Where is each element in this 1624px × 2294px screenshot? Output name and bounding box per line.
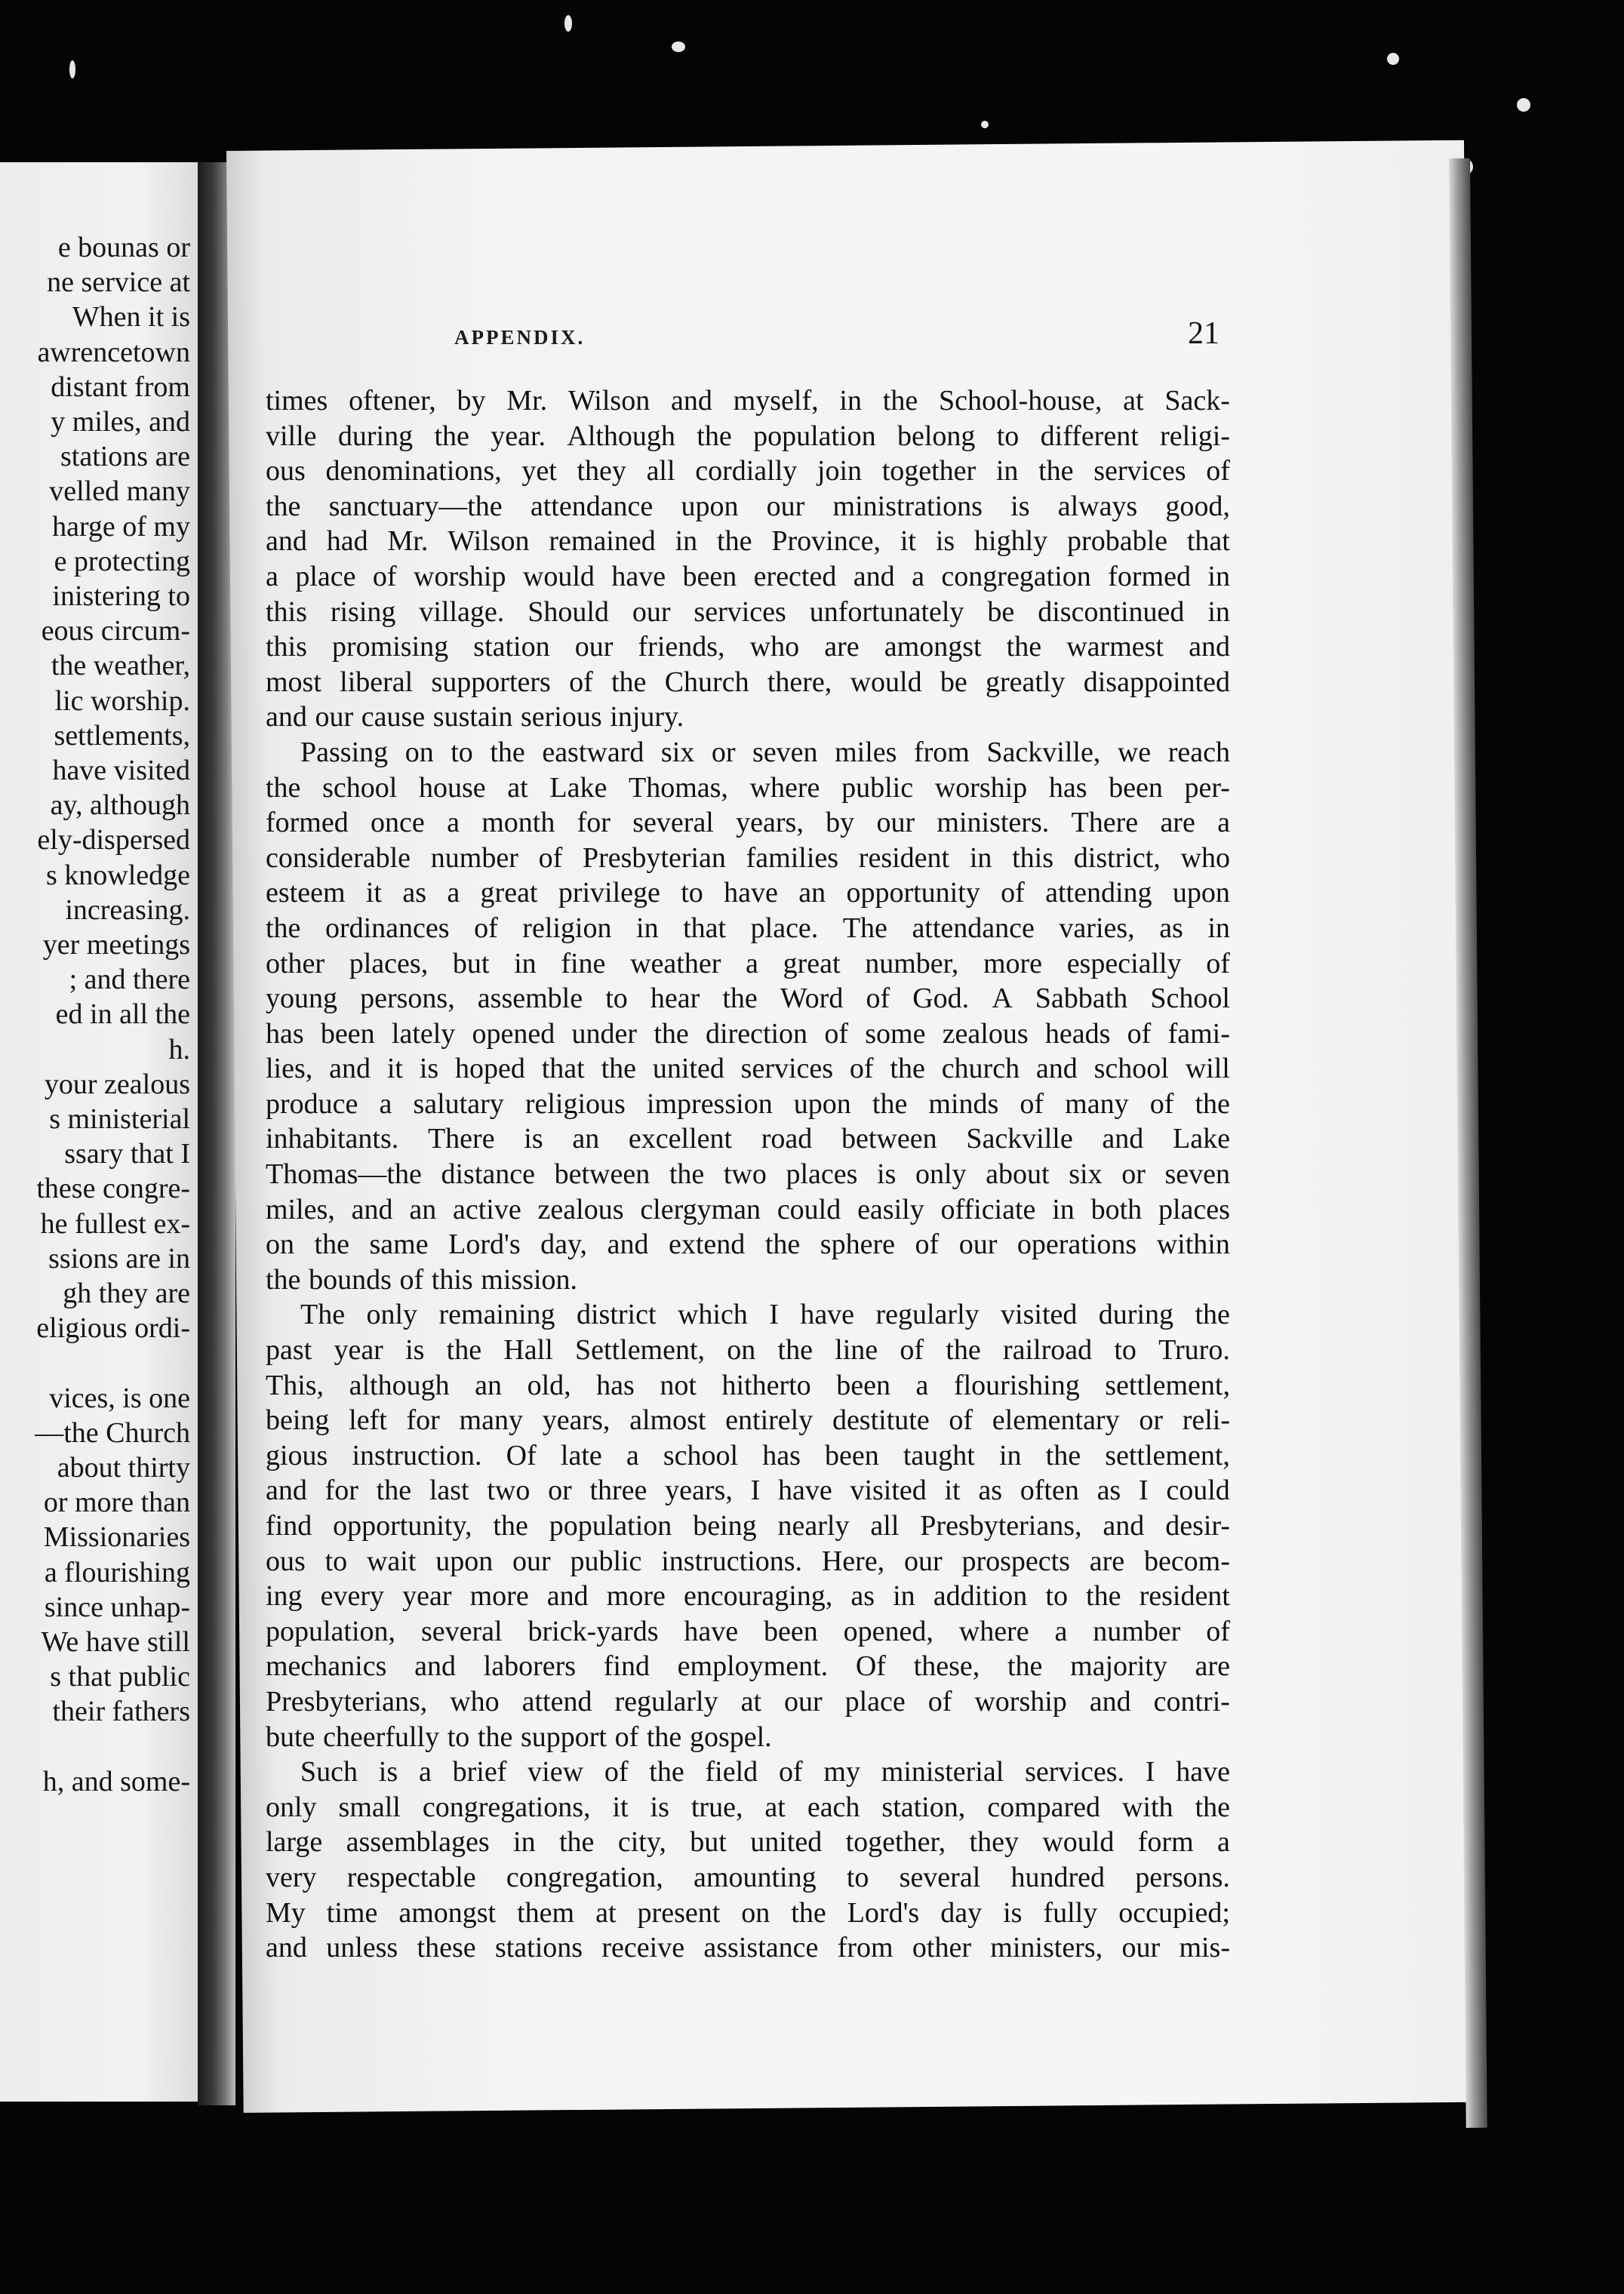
text-line: miles, and an active zealous clergyman could easily officiate in both places [266,1193,1230,1225]
left-page-line: awrencetown [37,336,190,368]
text-line: the ordinances of religion in that place. The attendance varies, as in [266,912,1230,944]
text-line: large assemblages in the city, but united together, they would form a [266,1826,1230,1859]
scan-speck [1387,53,1399,65]
left-page-line: settlements, [54,719,190,752]
left-page-line: distant from [51,371,190,403]
text-line: the school house at Lake Thomas, where public worship has been per- [266,771,1230,804]
text-line: and unless these stations receive assistance from other ministers, our mis- [266,1932,1230,1964]
text-line: considerable number of Presbyterian families resident in this district, who [266,841,1230,874]
left-page-line: —the Church [35,1416,190,1449]
left-page-line: eligious ordi- [36,1312,190,1345]
text-line: ous to wait upon our public instructions. Here, our prospects are becom- [266,1545,1230,1577]
text-line: bute cheerfully to the support of the gospel. [266,1720,772,1753]
text-line: ville during the year. Although the population belong to different religi- [266,420,1230,452]
left-page-line: inistering to [52,580,190,612]
left-page-line: increasing. [65,893,190,926]
left-page-line: h, and some- [42,1765,190,1797]
scan-speck [981,121,989,128]
left-page-line: s ministerial [49,1103,190,1135]
text-line: has been lately opened under the direction of some zealous heads of fami- [266,1017,1230,1050]
text-line: and had Mr. Wilson remained in the Province, it is highly probable that [266,525,1230,558]
left-page-line: y miles, and [51,406,190,438]
left-page-line: Missionaries [43,1521,190,1554]
left-page-line: have visited [52,755,190,786]
text-line: My time amongst them at present on the Lord's day is fully occupied; [266,1896,1230,1929]
left-page-line: s that public [50,1661,190,1693]
running-head: APPENDIX. [454,326,586,349]
text-line: gious instruction. Of late a school has been taught in the settlement, [266,1439,1230,1471]
left-page-line: a flourishing [44,1556,190,1588]
left-page-line: harge of my [52,510,190,543]
text-line: lies, and it is hoped that the united services of the church and school will [266,1053,1230,1085]
left-page-line: ay, although [50,789,190,822]
text-line: Presbyterians, who attend regularly at our place of worship and contri- [266,1685,1230,1717]
text-line: mechanics and laborers find employment. Of these, the majority are [266,1650,1230,1683]
text-line: very respectable congregation, amounting to several hundred persons. [266,1861,1230,1893]
left-page-line: or more than [43,1487,190,1519]
left-page-line: your zealous [44,1068,190,1100]
text-line: past year is the Hall Settlement, on the line of the railroad to Truro. [266,1334,1230,1367]
left-page-line: stations are [60,441,190,473]
left-page-line: yer meetings [42,929,190,961]
text-line: The only remaining district which I have regularly visited during the [300,1299,1230,1331]
scan-speck [1517,98,1530,112]
text-line: and our cause sustain serious injury. [266,701,684,733]
text-line: esteem it as a great privilege to have an opportunity of attending upon [266,877,1230,909]
left-page-line: eous circum- [41,615,190,647]
text-line: Such is a brief view of the field of my ministerial services. I have [300,1756,1230,1788]
left-page-line: ed in all the [55,998,190,1031]
text-line: the sanctuary—the attendance upon our ministrations is always good, [266,490,1230,522]
scan-speck [564,15,572,32]
text-line: and for the last two or three years, I have visited it as often as I could [266,1474,1230,1507]
left-page-line: he fullest ex- [40,1207,190,1240]
left-page-line: e bounas or [57,232,190,263]
text-line: produce a salutary religious impression upon the minds of many of the [266,1087,1230,1120]
text-line: This, although an old, has not hitherto been a flourishing settlement, [266,1369,1230,1401]
left-page-line: ely-dispersed [37,824,190,856]
body-text [266,383,1230,1966]
left-page-line: ne service at [47,266,190,299]
text-line: ing every year more and more encouraging, as in addition to the resident [266,1580,1230,1613]
left-page-line: these congre- [36,1173,190,1205]
left-page-line: vices, is one [49,1382,190,1414]
text-line: inhabitants. There is an excellent road between Sackville and Lake [266,1123,1230,1155]
left-facing-page [0,162,198,2102]
text-line: other places, but in fine weather a great number, more especially of [266,947,1230,979]
left-page-line: since unhap- [44,1591,190,1623]
text-line: young persons, assemble to hear the Word of God. A Sabbath School [266,982,1230,1015]
text-line: Passing on to the eastward six or seven miles from Sackville, we reach [300,736,1230,768]
left-page-line: lic worship. [54,684,190,717]
text-line: most liberal supporters of the Church there, would be greatly disappointed [266,666,1230,698]
left-page-line: s knowledge [45,859,190,891]
left-page-line: We have still [41,1626,190,1658]
text-line: population, several brick-yards have been opened, where a number of [266,1615,1230,1647]
left-page-line: about thirty [57,1452,190,1484]
left-page-line: ssions are in [48,1242,190,1275]
text-line: only small congregations, it is true, at each station, compared with the [266,1791,1230,1823]
text-line: Thomas—the distance between the two places is only about six or seven [266,1158,1230,1191]
text-line: the bounds of this mission. [266,1263,578,1296]
text-line: on the same Lord's day, and extend the sphere of our operations within [266,1228,1230,1261]
left-page-line: e protecting [54,545,190,577]
text-line: this rising village. Should our services unfortunately be discontinued in [266,595,1230,628]
left-page-line: ssary that I [64,1138,190,1170]
left-page-line: the weather, [51,650,190,682]
left-page-line: their fathers [52,1696,190,1728]
text-line: times oftener, by Mr. Wilson and myself, in the School-house, at Sack- [266,385,1230,417]
scan-speck [69,60,75,78]
left-page-line: velled many [49,475,190,508]
text-line: this promising station our friends, who are amongst the warmest and [266,631,1230,663]
text-line: a place of worship would have been erected and a congregation formed in [266,560,1230,592]
left-page-line: ; and there [69,964,190,996]
text-line: find opportunity, the population being nearly all Presbyterians, and desir- [266,1510,1230,1542]
text-line: formed once a month for several years, by our ministers. There are a [266,807,1230,839]
left-page-line: h. [168,1033,190,1066]
text-line: ous denominations, yet they all cordially join together in the services of [266,455,1230,487]
left-page-line: gh they are [63,1278,190,1309]
scan-speck [672,42,685,52]
left-page-line: When it is [72,301,190,334]
text-line: being left for many years, almost entirely destitute of elementary or reli- [266,1404,1230,1437]
page-number: 21 [1188,316,1220,351]
